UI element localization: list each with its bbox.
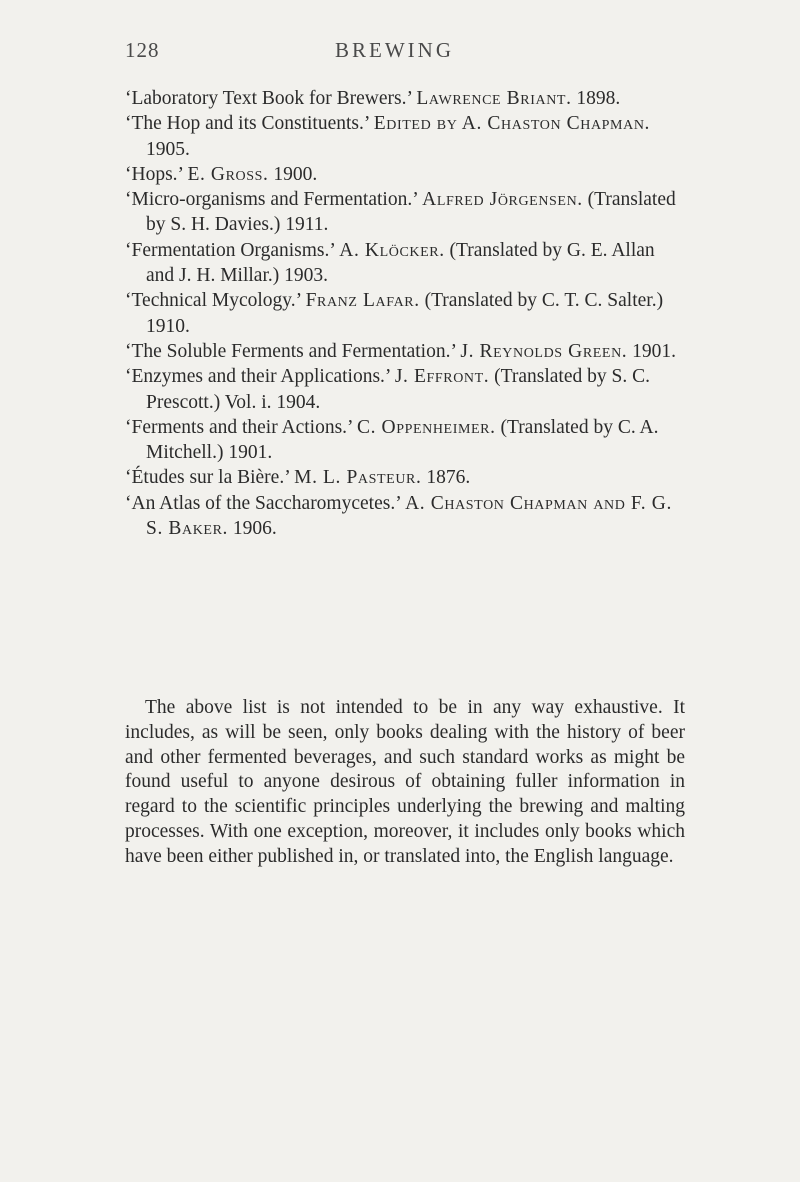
entry-year: 1904. <box>276 391 321 413</box>
entry-author: Franz Lafar. <box>305 290 420 312</box>
page-number: 128 <box>125 38 160 62</box>
bibliography-entry <box>125 162 685 187</box>
bibliography-entry <box>125 111 685 162</box>
entry-title: ‘Micro-organisms and Fermentation.’ <box>125 189 418 211</box>
running-head: BREWING <box>335 38 454 62</box>
entry-year: 1900. <box>273 163 318 185</box>
entry-title: ‘Enzymes and their Applications.’ <box>125 366 390 388</box>
entry-note: (Translated by G. E. Allan and J. H. Millar.) <box>146 239 655 287</box>
entry-year: 1898. <box>576 88 621 109</box>
entry-year: 1876. <box>426 467 471 489</box>
entry-author: J. Reynolds Green. <box>460 340 628 362</box>
bibliography-entry <box>125 238 685 289</box>
bibliography-entry <box>125 86 685 111</box>
entry-note: (Translated by S. C. Prescott.) Vol. i. <box>146 366 650 413</box>
entry-year: 1911. <box>285 214 329 236</box>
entry-year: 1901. <box>228 442 273 464</box>
entry-author: Alfred Jörgensen. <box>422 189 583 211</box>
entry-title: ‘Hops.’ <box>125 163 183 185</box>
entry-title: ‘Laboratory Text Book for Brewers.’ <box>125 88 412 109</box>
entry-title: ‘Technical Mycology.’ <box>125 290 301 312</box>
entry-note: (Translated by C. A. Mitchell.) <box>146 416 659 464</box>
bibliography-entry <box>125 339 685 364</box>
entry-author: J. Effront. <box>394 366 490 388</box>
entry-year: 1901. <box>632 340 677 362</box>
bibliography-entry <box>125 491 685 542</box>
entry-author: M. L. Pasteur. <box>294 467 422 489</box>
entry-title: ‘The Soluble Ferments and Fermentation.’ <box>125 340 456 362</box>
entry-title: ‘Ferments and their Actions.’ <box>125 416 353 438</box>
entry-author: E. Gross. <box>187 163 269 185</box>
page-header <box>0 38 800 68</box>
bibliography-entry <box>125 415 685 466</box>
entry-author: Lawrence Briant. <box>416 88 572 109</box>
entry-year: 1906. <box>232 518 277 540</box>
entry-title: ‘The Hop and its Constituents.’ <box>125 113 369 135</box>
entry-title: ‘Études sur la Bière.’ <box>125 467 290 489</box>
entry-title: ‘Fermentation Organisms.’ <box>125 239 335 261</box>
closing-paragraph: The above list is not intended to be in any way exhaustive. It includes, as will be seen, only books dealing with the history of beer and other fermented beverages, and such standard works as might be found useful to anyone desirous of obtaining fuller information in regard to the scientific principles underlying the brewing and malting processes. With one exception, moreover, it includes only books which have been either published in, or translated into, the English language. <box>125 697 685 867</box>
entry-year: 1905. <box>146 138 190 160</box>
bibliography-list <box>125 86 685 541</box>
bibliography-entry <box>125 465 685 490</box>
entry-note: (Translated by C. T. C. Salter.) <box>424 290 664 312</box>
entry-note: (Translated by S. H. Davies.) <box>146 189 676 236</box>
entry-author: C. Oppenheimer. <box>356 416 496 438</box>
entry-note: Edited by A. Chaston Chapman. <box>373 113 650 135</box>
entry-year: 1903. <box>284 265 328 287</box>
entry-year: 1910. <box>146 315 190 337</box>
entry-author: A. Klöcker. <box>339 239 445 261</box>
entry-author: A. Chaston Chapman and F. G. S. Baker. <box>146 492 672 540</box>
bibliography-entry <box>125 187 685 238</box>
entry-title: ‘An Atlas of the Saccharomycetes.’ <box>125 492 401 514</box>
bibliography-entry <box>125 364 685 415</box>
bibliography-entry <box>125 288 685 339</box>
